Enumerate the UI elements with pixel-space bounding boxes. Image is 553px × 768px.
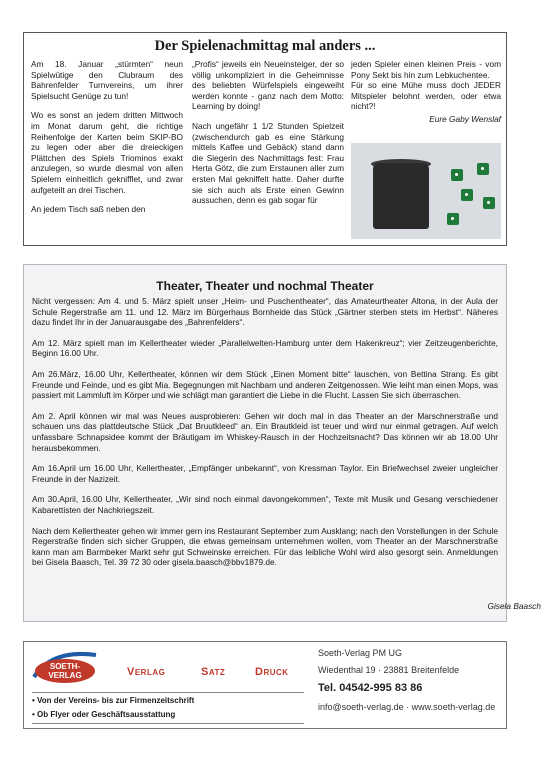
dice-cup [373,163,429,229]
service-druck: Druck [255,666,289,678]
svg-text:SOETH-: SOETH- [49,662,81,671]
article-column-1 [31,59,183,224]
soeth-verlag-ad [23,641,507,729]
die-icon [451,169,463,181]
die-icon [447,213,459,225]
dice-cup-photo [351,143,501,239]
paragraph: Am 30.April, 16.00 Uhr, Kellertheater, „Wir sind noch einmal davongekommen“, Texte mit Musik und Gesang verschiedener Kabarettisten der Nachkriegszeit. [32,494,498,515]
paragraph: An jedem Tisch saß neben den [31,204,146,215]
company-web[interactable]: info@soeth-verlag.de · www.soeth-verlag.de [318,702,496,712]
divider [32,723,304,724]
company-name: Soeth-Verlag PM UG [318,648,403,658]
company-address: Wiedenthal 19 · 23881 Breitenfelde [318,665,460,675]
service-satz: Satz [201,666,226,678]
paragraph: Nach dem Kellertheater gehen wir immer gern ins Restaurant September zum Ausklang; nach den Vorstellungen in der Schule Regerstraße finden sich sicher Gruppen, die etwas gemeinsam unternehmen wollen, vom Theater an der Marschnerstraße kann man am Barmbeker Markt sehr gut Schweinske erreichen. Für das leibliche Wohl wird also gesorgt sein. Anmeldungen bei Gisela Baasch, Tel. 39 72 30 oder gisela.baasch@bbv1879.de. [32,525,498,568]
die-icon [461,189,473,201]
ad-bullet-list [32,694,194,722]
die-icon [483,197,495,209]
article-spielenachmittag [23,32,507,246]
article-column-3 [351,59,501,125]
company-phone: Tel. 04542-995 83 86 [318,682,423,694]
article-theater [23,264,507,622]
ad-bullet: • Von der Vereins- bis zur Firmenzeitschrift [32,694,194,708]
paragraph: Am 26.März, 16.00 Uhr, Kellertheater, können wir dem Stück „Einen Moment bitte“ lauschen, von Bettina Strang. Es gibt Freunde und Feinde, und es gibt Mia. Begegnungen mit Nachbarn und anderen Zeitgenossen. Wie leiht man einen Mops, was passiert mit Lammluft im Körper und wie schlägt man garantiert die Liebe in die Flucht. Lassen Sie sich überraschen. [32,368,498,401]
paragraph: Nicht vergessen: Am 4. und 5. März spielt unser „Heim- und Puschentheater“, das Amateurtheater Altona, in der Aula der Schule Regerstraße am 11. und 12. März im Bürgerhaus Bornheide das Stück „Gärtner sterben stets im Herbst“. Näheres dazu findet Ihr in der Januarausgabe des „Bahrenfelders“. [32,296,498,328]
paragraph: Wo es sonst an jedem dritten Mittwoch im Monat darum geht, die richtige Reihenfolge der Karten beim SKIP-BO zu legen oder aber die dreieckigen Plättchen des Spiels Triominos exakt anzulegen, so wurde diesmal von allen Spielern einheitlich geknifflet, und zwar aufgeteilt an drei Tischen. [31,110,183,195]
paragraph: Am 2. April können wir mal was Neues ausprobieren: Gehen wir doch mal in das Theater an der Marschnerstraße und schauen uns das plattdeutsche Stück „Dat Bruutkleed“ an. Ein Brautkleid ist teuer und wird nur einmal getragen. Auf welch unfassbare Schnapsidee kommt der Bräutigam im Whiskey-Rausch in der Hochzeitsnacht? Das können wir ab 18.00 Uhr herausbekommen. [32,410,498,453]
paragraph: Am 18. Januar „stürmten“ neun Spielwütige den Clubraum des Bahrenfelder Turnvereins, um ihrer Spielsucht Genüge zu tun! [31,59,183,101]
divider [32,692,304,693]
paragraph: Nach ungefähr 1 1/2 Stunden Spielzeit (zwischendurch gab es eine Stärkung mittels Kaffee und Gebäck) stand dann die Siegerin des Nachmittags fest: Frau Herta Götz, die zum Erstaunen aller zum ersten Mal gekniffelt hatte. Daher durfte sie sich auch als Erste einen Gewinn aussuchen, denn es gab sogar für [192,120,344,206]
article-column-2 [192,59,344,215]
paragraph: „Profis“ jeweils ein Neueinsteiger, der so völlig unkompliziert in die Geheimnisse des beliebten Würfelspiels eingeweiht werden konnte - ganz nach dem Motto: Learning by doing! [192,59,344,112]
article-signature: Gisela Baasch [487,601,541,611]
paragraph: Am 12. März spielt man im Kellertheater wieder „Parallelwelten-Hamburg unter dem Hakenkreuz“; vier Zeitzeugenberichte, Beginn 16.00 Uhr. [32,337,498,359]
article-signature: Eure Gaby Wenslaf [429,113,501,124]
ad-bullet: • Ob Flyer oder Geschäftsausstattung [32,708,194,722]
article-body [32,296,498,578]
svg-text:VERLAG: VERLAG [48,671,82,680]
die-icon [477,163,489,175]
article-title: Theater, Theater und nochmal Theater [156,279,374,293]
paragraph: jeden Spieler einen kleinen Preis - vom Pony Sekt bis hin zum Lebkuchentee. [351,59,501,80]
service-verlag: Verlag [127,666,166,678]
article-title: Der Spielenachmittag mal anders ... [154,38,376,54]
paragraph: Für so eine Mühe muss doch JEDER Mitspieler belohnt werden, oder etwa nicht?! [351,80,501,112]
soeth-verlag-logo [32,647,98,685]
paragraph: Am 16.April um 16.00 Uhr, Kellertheater, „Empfänger unbekannt“, von Kressman Taylor. Ein Briefwechsel zweier ungleicher Freunde in der Nazizeit. [32,463,498,484]
